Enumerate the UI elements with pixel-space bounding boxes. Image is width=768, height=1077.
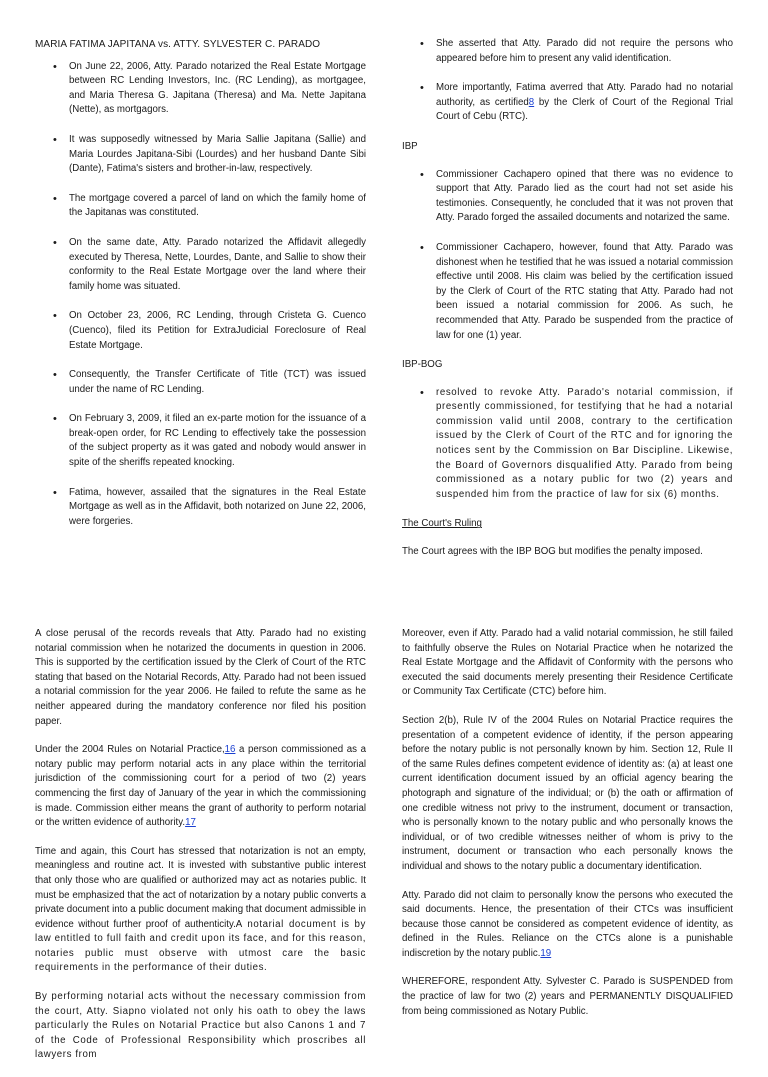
ibp-bog-heading: IBP-BOG — [402, 359, 443, 371]
bottom-left-column — [35, 627, 366, 1077]
ibp-bog-list — [402, 386, 733, 503]
case-title: MARIA FATIMA JAPITANA vs. ATTY. SYLVESTER C. PARADO — [35, 39, 321, 50]
footnote-link-8[interactable]: 8 — [528, 96, 535, 108]
list-item: • Commissioner Cachapero, however, found that Atty. Parado was dishonest when he testified that he was issued a notarial commission effective until 2008. His claim was belied by the certification issued by the Clerk of Court of the RTC stating that Atty. Parado had not been issued a notarial commission for 2006. As such, he recommended that Atty. Parado be suspended from the practice of law for one (1) year. — [402, 241, 733, 343]
list-item: • On February 3, 2009, it filed an ex-parte motion for the issuance of a break-open order, for RC Lending to effectively take the possession of the subject property as it was gated and nobody would answer in spite of the sheriffs repeated knocking. — [35, 412, 366, 470]
list-item: • On the same date, Atty. Parado notarized the Affidavit allegedly executed by Theresa, Nette, Lourdes, Dante, and Sallie to show their conformity to the Real Estate Mortgage over the land where their family home was situated. — [35, 236, 366, 294]
paragraph — [402, 889, 733, 962]
facts-list — [35, 60, 366, 530]
list-item — [402, 81, 733, 125]
paragraph-text: A notarial document is by law entitled to full faith and credit upon its face, and for this reason, notaries public must observe with utmost care the basic requirements in the performance of their duties. — [35, 918, 366, 974]
ibp-heading: IBP — [402, 140, 418, 152]
list-item-text: by the Clerk of Court of the Regional Trial Court of Cebu (RTC). — [436, 96, 733, 123]
footnote-link-16[interactable]: 16 — [224, 744, 236, 756]
paragraph — [35, 845, 366, 976]
paragraph: A close perusal of the records reveals that Atty. Parado had no existing notarial commission when he notarized the documents in question in 2006. This is supported by the certification issued by the Clerk of Court of the RTC stating that based on the Notarial Records, Atty. Parado had not been issued a notarial commission for the year 2006. He failed to refute the same as he neither appeared during the mandatory conference nor filed his position paper. — [35, 628, 366, 727]
footnote-link-17[interactable]: 17 — [185, 817, 196, 829]
top-left-column — [35, 38, 366, 544]
list-item: • She asserted that Atty. Parado did not require the persons who appeared before him to present any valid identification. — [402, 37, 733, 66]
paragraph: WHEREFORE, respondent Atty. Sylvester C. Parado is SUSPENDED from the practice of law for two (2) years and PERMANENTLY DISQUALIFIED from being commissioned as Notary Public. — [402, 976, 733, 1017]
list-item: • The mortgage covered a parcel of land on which the family home of the Japitanas was constituted. — [35, 192, 366, 221]
ruling-heading: The Court's Ruling — [402, 518, 482, 530]
footnote-link-19[interactable]: 19 — [540, 947, 552, 959]
ruling-text: The Court agrees with the IBP BOG but modifies the penalty imposed. — [402, 546, 703, 558]
list-item: • Consequently, the Transfer Certificate of Title (TCT) was issued under the name of RC Lending. — [35, 368, 366, 397]
paragraph-text: a person commissioned as a notary public may perform notarial acts in any place within the territorial jurisdiction of the commissioning court for a period of two (2) years commencing the first day of January of the year in which the commissioning is made. Commission either means the grant of authority to perform notarial or the written evidence of authority. — [35, 744, 367, 829]
paragraph-text: Time and again, this Court has stressed that notarization is not an empty, meaningless and routine act. It is invested with substantive public interest that only those who are qualified or authorized may act as notaries public. It must be emphasized that the act of notarization by a notary public converts a private document into a public document making that document admissible in evidence without further proof of authenticity. — [35, 845, 366, 930]
list-item: • resolved to revoke Atty. Parado's notarial commission, if presently commissioned, for testifying that he had a notarial commission valid until 2008, contrary to the certification issued by the Clerk of Court of the RTC and for ignoring the notices sent by the Commission on Bar Discipline. Likewise, the Board of Governors disqualified Atty. Parado from being commissioned as a notary public for two (2) years and suspended him from the practice of law for six (6) months. — [402, 386, 733, 503]
paragraph: Section 2(b), Rule IV of the 2004 Rules on Notarial Practice requires the presentation of a competent evidence of identity, if the person appearing before the notary public is not personally known by him. Section 12, Rule II of the same Rules defines competent evidence of identity as: (a) at least one current identification document issued by an official agency bearing the photograph and signature of the individual; or (b) the oath or affirmation of one credible witness not privy to the instrument, document or transaction, who is personally known to the notary public and who personally knows the individual, or of two credible witnesses neither of whom is privy to the instrument, document or transaction who each personally knows the individual and shows to the notary public a documentary identification. — [402, 714, 733, 872]
paragraph: Moreover, even if Atty. Parado had a valid notarial commission, he still failed to faithfully observe the Rules on Notarial Practice when he notarized the Real Estate Mortgage and the Affidavit of Conformity with the persons who executed the said documents merely presenting their Residence Certificate or Community Tax Certificate (CTC) before him. — [402, 628, 733, 698]
paragraph: By performing notarial acts without the necessary commission from the court, Atty. Siapno violated not only his oath to obey the laws particularly the Rules on Notarial Practice but also Canons 1 and 7 of the Code of Professional Responsibility which proscribes all lawyers from — [35, 991, 366, 1061]
top-right-column — [402, 37, 733, 574]
list-item: • Commissioner Cachapero opined that there was no evidence to support that Atty. Parado lied as the court had not set aside his testimonies. Consequently, he concluded that it was not proven that Atty. Parado forged the assailed documents and notarized the same. — [402, 168, 733, 226]
ibp-list — [402, 168, 733, 344]
paragraph — [35, 743, 366, 831]
list-item: • On June 22, 2006, Atty. Parado notarized the Real Estate Mortgage between RC Lending Investors, Inc. (RC Lending), as mortgagee, and Maria Theresa G. Japitana (Theresa) and Ma. Nette Japitana (Nette), as mortgagors. — [35, 60, 366, 118]
list-item: • It was supposedly witnessed by Maria Sallie Japitana (Sallie) and Maria Lourdes Japitana-Sibi (Lourdes) and her husband Dante Sibi (Dante), Fatima's sisters and brother-in-law, respectively. — [35, 133, 366, 177]
paragraph-text: Under the 2004 Rules on Notarial Practice, — [35, 744, 225, 756]
list-item-text: More importantly, Fatima averred that Atty. Parado had no notarial authority, as certified — [436, 82, 733, 108]
list-item: • Fatima, however, assailed that the signatures in the Real Estate Mortgage as well as in the Affidavit, both notarized on June 22, 2006, were forgeries. — [35, 486, 366, 530]
complaint-list — [402, 37, 733, 125]
bottom-right-column — [402, 627, 733, 1033]
list-item: • On October 23, 2006, RC Lending, through Cristeta G. Cuenco (Cuenco), filed its Petition for ExtraJudicial Foreclosure of Real Estate Mortgage. — [35, 309, 366, 353]
paragraph-text: Atty. Parado did not claim to personally know the persons who executed the said documents. Hence, the presentation of their CTCs was insufficient because those cannot be considered as competent evidence of identity, as defined in the Rules. Reliance on the CTCs alone is a punishable indiscretion by the notary public. — [402, 889, 733, 959]
